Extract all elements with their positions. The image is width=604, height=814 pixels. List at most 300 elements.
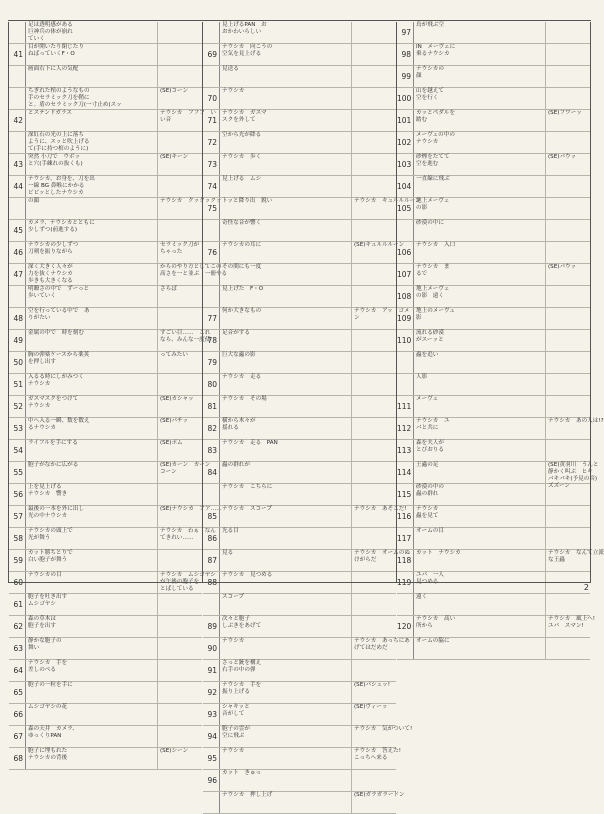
- cut-number: 52: [9, 396, 26, 417]
- script-row: [203, 22, 396, 44]
- action-line: 差しのべる: [28, 667, 56, 673]
- action-description: [414, 286, 546, 307]
- script-row: [203, 286, 396, 308]
- cut-number: 67: [9, 726, 26, 747]
- cut-number: 119: [397, 572, 414, 593]
- action-line: ムシゴヤシ: [28, 601, 56, 607]
- action-description: [220, 396, 352, 417]
- script-row: [9, 396, 202, 418]
- action-line: 何か大きなもの: [222, 308, 262, 314]
- action-description: [220, 308, 352, 329]
- bottom-rule: [8, 582, 591, 583]
- action-description: [220, 330, 352, 351]
- action-description: [414, 176, 546, 197]
- action-line: 胸の弾薬ケースから薬莢: [28, 352, 90, 358]
- script-row: [203, 792, 405, 814]
- action-line: 空を進む: [416, 161, 439, 167]
- action-line: ナウシカ 手を: [28, 660, 68, 666]
- dialogue-line: ン: [354, 315, 360, 321]
- dialogue-sfx: [546, 66, 590, 87]
- action-line: トッと降り出 鋭い: [222, 198, 273, 204]
- cut-number: 53: [9, 418, 26, 439]
- action-line: 見上げる ムシ: [222, 176, 262, 182]
- action-line: 乗るナウシカ: [416, 51, 450, 57]
- script-row: [397, 132, 590, 154]
- cut-number: 88: [203, 572, 220, 593]
- action-line: 次々と胞子: [222, 616, 250, 622]
- dialogue-sfx: [546, 352, 590, 373]
- action-line: ナウシカ: [222, 638, 245, 644]
- dialogue-sfx: [352, 594, 396, 615]
- cut-number: [9, 88, 26, 109]
- dialogue-sfx: [352, 770, 396, 791]
- dialogue-sfx: [546, 440, 590, 461]
- script-row: [397, 22, 590, 44]
- action-line: 巨神兵の体が崩れ: [28, 29, 73, 35]
- action-description: [220, 44, 352, 65]
- script-row: [203, 638, 410, 660]
- cut-number: [9, 132, 26, 153]
- cut-number: 120: [397, 616, 414, 637]
- cut-number: [203, 22, 220, 43]
- script-row: [9, 594, 202, 616]
- dialogue-line: ナウシカ フフフ い: [160, 110, 216, 116]
- action-line: 静かな胞子の: [28, 638, 62, 644]
- dialogue-sfx: [158, 22, 202, 43]
- cut-number: 41: [9, 44, 26, 65]
- dialogue-line: (SE)パシュッ!: [354, 682, 390, 688]
- cut-number: 51: [9, 374, 26, 395]
- dialogue-sfx: [546, 528, 590, 549]
- script-row: [397, 440, 590, 462]
- script-row: [203, 440, 396, 462]
- dialogue-line: とばしている: [160, 586, 194, 592]
- action-description: [220, 418, 352, 439]
- action-line: 中へ入る一瞬、数を数え: [28, 418, 90, 424]
- cut-number: 92: [203, 682, 220, 703]
- action-line: 白い胞子が舞う: [28, 557, 68, 563]
- dialogue-sfx: [158, 638, 202, 659]
- dialogue-line: (SE)シーン: [160, 748, 189, 754]
- action-description: [26, 308, 158, 329]
- action-description: [414, 198, 546, 219]
- action-line: 力を抜くナウシカ: [28, 271, 73, 277]
- dialogue-sfx: [546, 242, 590, 263]
- action-description: [414, 594, 546, 615]
- cut-number: 97: [397, 22, 414, 43]
- cut-number: 79: [203, 352, 220, 373]
- cut-number: 68: [9, 748, 26, 769]
- script-row: [203, 374, 396, 396]
- action-line: ゆっくりPAN: [28, 733, 62, 739]
- dialogue-sfx: [546, 286, 590, 307]
- action-line: の顔: [28, 198, 40, 204]
- action-line: さっと銃を構え: [222, 660, 262, 666]
- action-line: 蟲を見て: [416, 513, 439, 519]
- dialogue-line: (SE)バウッ: [548, 264, 577, 270]
- dialogue-sfx: [546, 44, 590, 65]
- action-line: 見上げるPAN お: [222, 22, 267, 28]
- dialogue-line: (SE)コーン: [160, 88, 189, 94]
- action-description: [220, 132, 352, 153]
- action-description: [414, 550, 546, 571]
- script-row: [397, 418, 604, 440]
- script-row: [203, 616, 396, 638]
- action-line: 踏む: [416, 117, 428, 123]
- dialogue-sfx: [158, 484, 202, 505]
- script-row: [397, 506, 590, 528]
- dialogue-line: ナウシカ あの人は!?: [548, 418, 604, 424]
- script-row: [203, 330, 396, 352]
- script-row: [9, 616, 202, 638]
- dialogue-line: こっちへ来る: [354, 755, 388, 761]
- action-description: [220, 374, 352, 395]
- cut-number: 116: [397, 506, 414, 527]
- action-line: ナウシカ: [28, 403, 51, 409]
- cut-number: 70: [203, 88, 220, 109]
- action-line: 光の中ナウシカ: [28, 513, 68, 519]
- cut-number: 56: [9, 484, 26, 505]
- script-row: [397, 550, 604, 572]
- cut-number: [9, 22, 26, 43]
- dialogue-sfx: [352, 528, 396, 549]
- action-description: [414, 418, 546, 439]
- dialogue-line: バキバキ(予見の音): [548, 476, 598, 482]
- action-description: [220, 176, 352, 197]
- action-line: 影: [416, 315, 422, 321]
- action-description: [220, 506, 352, 527]
- cut-number: [9, 198, 26, 219]
- action-description: [220, 440, 352, 461]
- action-line: 空気を見上げる: [222, 51, 262, 57]
- script-row: [203, 352, 396, 374]
- action-description: [414, 22, 546, 43]
- cut-number: 89: [203, 616, 220, 637]
- action-line: 王蟲の足: [416, 462, 439, 468]
- dialogue-sfx: [158, 616, 202, 637]
- script-row: [203, 110, 396, 132]
- action-line: とステンドガラス: [28, 110, 73, 116]
- action-line: 蟲の群れ: [416, 491, 439, 497]
- action-line: ナウシカの目: [28, 572, 62, 578]
- cut-number: 66: [9, 704, 26, 725]
- script-row: [397, 616, 595, 638]
- cut-number: 110: [397, 330, 414, 351]
- dialogue-sfx: [546, 132, 590, 153]
- action-line: ように、スッと吹上げる: [28, 139, 90, 145]
- cut-number: 64: [9, 660, 26, 681]
- action-line: 深く大きく人々が: [28, 264, 73, 270]
- cut-number: 57: [9, 506, 26, 527]
- script-row: [9, 462, 211, 484]
- action-line: パと共に: [416, 425, 439, 431]
- cut-number: 94: [203, 726, 220, 747]
- cut-number: 112: [397, 418, 414, 439]
- dialogue-line: (SE)黄羽川 うんと: [548, 462, 599, 468]
- action-description: [414, 462, 546, 483]
- script-row: [397, 286, 590, 308]
- action-description: [414, 352, 546, 373]
- cut-number: 104: [397, 176, 414, 197]
- action-description: [414, 242, 546, 263]
- action-line: カメラ、ナウシカとともに: [28, 220, 95, 226]
- dialogue-sfx: [352, 352, 396, 373]
- dialogue-sfx: [546, 484, 590, 505]
- dialogue-line: 静かく叫ぶ ヒキ: [548, 469, 593, 475]
- script-row: [397, 198, 590, 220]
- cut-number: [397, 374, 414, 395]
- action-line: 蟲の群れが: [222, 462, 250, 468]
- cut-number: [9, 286, 26, 307]
- top-rule: [8, 20, 591, 21]
- dialogue-line: ナウシカ オームのぬ: [354, 550, 410, 556]
- action-description: [26, 528, 158, 549]
- cut-number: [203, 264, 220, 285]
- dialogue-sfx: [546, 462, 599, 489]
- dialogue-sfx: [352, 792, 405, 813]
- cut-number: 49: [9, 330, 26, 351]
- cut-number: 73: [203, 154, 220, 175]
- dialogue-sfx: [352, 726, 413, 747]
- action-line: 流れる砂漠: [416, 330, 444, 336]
- dialogue-sfx: [546, 88, 590, 109]
- script-row: [9, 220, 202, 242]
- action-description: [220, 66, 352, 87]
- cut-number: 111: [397, 396, 414, 417]
- action-description: [26, 176, 158, 197]
- action-line: ちぎれた棺のようなもの: [28, 88, 90, 94]
- dialogue-line: げてはだめだ: [354, 645, 388, 651]
- cut-number: 113: [397, 440, 414, 461]
- action-line: オームの脇に: [416, 638, 450, 644]
- dialogue-line: (SE)パチッ: [160, 418, 189, 424]
- action-line: ナウシカ こちらに: [222, 484, 273, 490]
- cut-number: 86: [203, 528, 220, 549]
- cut-number: 99: [397, 66, 414, 87]
- script-row: [397, 374, 590, 396]
- action-line: 最後の一本を外に出し: [28, 506, 84, 512]
- action-description: [26, 198, 158, 219]
- action-line: しぶきをあげて: [222, 623, 262, 629]
- cut-number: 114: [397, 462, 414, 483]
- script-row: [203, 462, 396, 484]
- cut-number: 109: [397, 308, 414, 329]
- cut-number: 118: [397, 550, 414, 571]
- action-line: て(手に持つ棺のように): [28, 146, 89, 152]
- script-row: [9, 44, 202, 66]
- action-line: 胞子を出す: [28, 623, 56, 629]
- dialogue-sfx: [158, 374, 202, 395]
- dialogue-line: ユパ スマン!: [548, 623, 584, 629]
- cut-number: 108: [397, 286, 414, 307]
- cut-number: [397, 352, 414, 373]
- dialogue-line: すごい目…… これ: [160, 330, 211, 336]
- action-description: [414, 308, 546, 329]
- action-line: オームの目: [416, 528, 444, 534]
- cut-number: 101: [397, 110, 414, 131]
- dialogue-line: (SE)キュルルルーン: [354, 242, 405, 248]
- action-description: [414, 484, 546, 505]
- dialogue-line: (SE)カシャッ: [160, 396, 194, 402]
- script-row: [397, 330, 590, 352]
- dialogue-sfx: [352, 748, 401, 769]
- action-line: ナウシカ その場: [222, 396, 267, 402]
- cut-number: 107: [397, 264, 414, 285]
- action-line: 光が舞う: [28, 535, 51, 541]
- cut-number: 95: [203, 748, 220, 769]
- action-line: 砂漠の中に: [416, 220, 444, 226]
- script-row: [397, 176, 590, 198]
- action-description: [220, 792, 352, 813]
- cut-number: 82: [203, 418, 220, 439]
- action-description: [26, 352, 158, 373]
- dialogue-line: (SE)ナウシカ アア……: [160, 506, 222, 512]
- script-row: [9, 374, 202, 396]
- cut-number: 58: [9, 528, 26, 549]
- script-row: [203, 594, 396, 616]
- action-line: 地上メーヴェ: [416, 286, 450, 292]
- action-line: 深紅石の光の上に落ち: [28, 132, 84, 138]
- action-line: ナウシカの: [416, 66, 444, 72]
- action-line: ナウシカの頭上で: [28, 528, 73, 534]
- columns: [8, 22, 604, 798]
- dialogue-sfx: [158, 462, 211, 483]
- action-line: 胞子の雲が: [222, 726, 250, 732]
- cut-number: 96: [203, 770, 220, 791]
- action-line: 足音がする: [222, 330, 250, 336]
- action-description: [26, 22, 158, 43]
- script-row: [203, 396, 396, 418]
- action-description: [26, 396, 158, 417]
- script-row: [9, 264, 228, 286]
- action-line: 手のセラミック刀を鞘に: [28, 95, 90, 101]
- dialogue-sfx: [546, 198, 590, 219]
- dialogue-sfx: [158, 550, 202, 571]
- cut-number: 93: [203, 704, 220, 725]
- cut-number: 48: [9, 308, 26, 329]
- script-row: [203, 704, 396, 726]
- action-description: [414, 374, 546, 395]
- script-row: [203, 418, 396, 440]
- action-line: 奇怪な音が響く: [222, 220, 262, 226]
- cut-number: 50: [9, 352, 26, 373]
- action-line: ナウシカ 手を: [222, 682, 262, 688]
- cut-number: 102: [397, 132, 414, 153]
- dialogue-line: ナウシカ キュルルルーン: [354, 198, 421, 204]
- action-line: 画面右下に人の気配: [28, 66, 79, 72]
- action-description: [26, 726, 158, 747]
- action-line: ナウシカ 走る PAN: [222, 440, 278, 446]
- dialogue-sfx: [546, 396, 590, 417]
- script-row: [9, 66, 202, 88]
- dialogue-sfx: [158, 726, 202, 747]
- action-line: ナウシカ ユ: [416, 418, 450, 424]
- dialogue-sfx: [158, 748, 202, 769]
- action-line: カット勝ちとりで: [28, 550, 73, 556]
- action-line: ナウシカ 入口: [416, 242, 456, 248]
- dialogue-line: ナウシカ 風上へ!: [548, 616, 595, 622]
- action-line: 見送る: [222, 66, 239, 72]
- action-description: [26, 638, 158, 659]
- action-line: ビビッとしたナウシカ: [28, 190, 84, 196]
- cut-number: [397, 594, 414, 615]
- dialogue-sfx: [352, 374, 396, 395]
- script-row: [397, 528, 590, 550]
- action-line: 舞い: [28, 645, 40, 651]
- action-description: [220, 528, 352, 549]
- cut-number: [203, 220, 220, 241]
- action-line: るで: [416, 271, 428, 277]
- dialogue-sfx: [158, 154, 202, 175]
- script-row: [9, 748, 202, 770]
- script-row: [203, 264, 396, 286]
- cut-number: 100: [397, 88, 414, 109]
- action-description: [414, 154, 546, 175]
- action-description: [220, 616, 352, 637]
- action-description: [220, 462, 352, 483]
- cut-number: [203, 286, 220, 307]
- cut-number: 76: [203, 242, 220, 263]
- cut-number: 72: [203, 132, 220, 153]
- dialogue-sfx: [352, 396, 396, 417]
- script-row: [9, 726, 202, 748]
- cut-number: 74: [203, 176, 220, 197]
- action-description: [220, 682, 352, 703]
- action-line: 見つめる: [416, 579, 439, 585]
- dialogue-sfx: [546, 330, 590, 351]
- action-description: [26, 330, 158, 351]
- cut-number: 59: [9, 550, 26, 571]
- dialogue-line: ナウシカ 答えた!: [354, 748, 401, 754]
- action-description: [26, 110, 158, 131]
- cut-number: 69: [203, 44, 220, 65]
- dialogue-line: (SE)バウッ: [548, 154, 577, 160]
- cut-number: 78: [203, 330, 220, 351]
- action-description: [414, 506, 546, 527]
- action-line: ナウシカ 歩く: [222, 154, 262, 160]
- action-line: ナウシカ、お身を、刀を出: [28, 176, 95, 182]
- action-line: 砂漠の中の: [416, 484, 444, 490]
- action-line: 突然 小刀で ウボッ: [28, 154, 81, 160]
- action-line: 鳥が飛ぶ空: [416, 22, 444, 28]
- dialogue-sfx: [158, 132, 202, 153]
- action-description: [220, 484, 352, 505]
- action-line: ていく: [28, 36, 45, 42]
- dialogue-line: ズズーン: [548, 483, 570, 489]
- action-description: [26, 748, 158, 769]
- script-row: [203, 572, 396, 594]
- action-description: [414, 88, 546, 109]
- action-description: [26, 242, 158, 263]
- action-line: 上を見上げる: [28, 484, 62, 490]
- action-line: シャキッと: [222, 704, 250, 710]
- dialogue-line: ちゃった: [160, 249, 183, 255]
- script-row: [397, 110, 590, 132]
- action-description: [414, 220, 546, 241]
- dialogue-line: なら、みんな一度使: [160, 337, 211, 343]
- action-line: 地上のメーヴェ: [416, 308, 455, 314]
- action-description: [414, 264, 546, 285]
- action-description: [220, 638, 352, 659]
- dialogue-sfx: [158, 220, 202, 241]
- cut-number: 117: [397, 528, 414, 549]
- action-description: [220, 660, 352, 681]
- script-row: [203, 66, 396, 88]
- dialogue-sfx: [546, 374, 590, 395]
- action-description: [414, 396, 546, 417]
- cut-number: 85: [203, 506, 220, 527]
- dialogue-sfx: [352, 44, 396, 65]
